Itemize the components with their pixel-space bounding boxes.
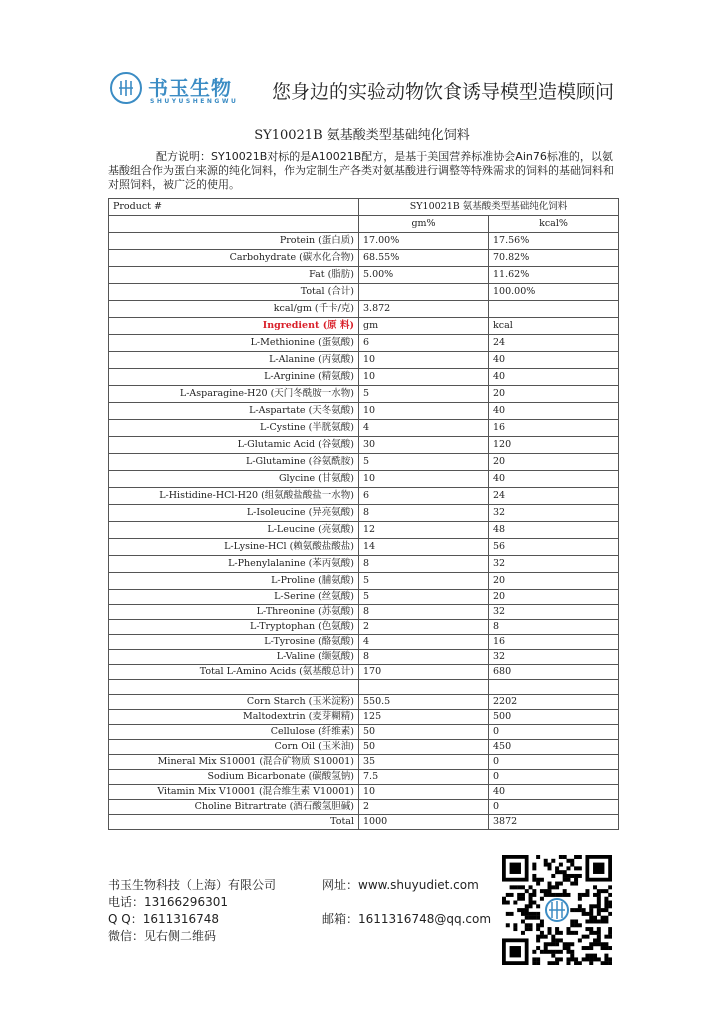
ingredient-name: L-Proline (脯氨酸) <box>109 573 359 590</box>
column-header-gm: gm <box>359 318 489 335</box>
ingredient-header: Ingredient (原 料) <box>109 318 359 335</box>
kcal-value: 40 <box>489 471 619 488</box>
table-row <box>109 403 619 420</box>
gm-value: 35 <box>359 755 489 770</box>
gm-value: 170 <box>359 665 489 680</box>
gm-value: 10 <box>359 352 489 369</box>
kcal-value: 11.62% <box>489 267 619 284</box>
empty-cell <box>489 680 619 695</box>
product-name: SY10021B 氨基酸类型基础纯化饲料 <box>359 199 619 216</box>
gm-value: 8 <box>359 605 489 620</box>
gm-value: 8 <box>359 650 489 665</box>
table-row <box>109 770 619 785</box>
kcal-value: 16 <box>489 635 619 650</box>
ingredient-name: Cellulose (纤维素) <box>109 725 359 740</box>
kcal-value: 20 <box>489 573 619 590</box>
ingredient-name: L-Isoleucine (异亮氨酸) <box>109 505 359 522</box>
company-name: 书玉生物科技（上海）有限公司 <box>108 878 277 892</box>
ingredient-name: L-Cystine (半胱氨酸) <box>109 420 359 437</box>
gm-value: 10 <box>359 369 489 386</box>
gm-value: 3.872 <box>359 301 489 318</box>
column-header-kcal: kcal <box>489 318 619 335</box>
wechat-qr-code-icon <box>502 855 612 965</box>
table-row <box>109 556 619 573</box>
ingredient-name: kcal/gm (千卡/克) <box>109 301 359 318</box>
kcal-value: 48 <box>489 522 619 539</box>
phone-number: 电话：13166296301 <box>108 895 228 909</box>
ingredient-name: L-Asparagine-H20 (天门冬酰胺一水物) <box>109 386 359 403</box>
ingredient-name: Corn Oil (玉米油) <box>109 740 359 755</box>
table-row <box>109 386 619 403</box>
kcal-value: 32 <box>489 505 619 522</box>
table-row <box>109 488 619 505</box>
table-row <box>109 620 619 635</box>
website-link[interactable]: 网址：www.shuyudiet.com <box>322 878 479 892</box>
kcal-value: 40 <box>489 369 619 386</box>
ingredient-name: Total (合计) <box>109 284 359 301</box>
ingredient-name: Corn Starch (玉米淀粉) <box>109 695 359 710</box>
gm-value: 50 <box>359 725 489 740</box>
ingredient-name: Total <box>109 815 359 830</box>
gm-value: 125 <box>359 710 489 725</box>
gm-value: 1000 <box>359 815 489 830</box>
table-row <box>109 369 619 386</box>
table-row <box>109 233 619 250</box>
ingredient-name: L-Threonine (苏氨酸) <box>109 605 359 620</box>
ingredient-name: Vitamin Mix V10001 (混合维生素 V10001) <box>109 785 359 800</box>
table-row <box>109 216 619 233</box>
table-row <box>109 420 619 437</box>
table-row <box>109 454 619 471</box>
logo-emblem-icon <box>110 72 142 104</box>
ingredient-name: L-Aspartate (天冬氨酸) <box>109 403 359 420</box>
formula-table <box>108 198 619 830</box>
kcal-value: 24 <box>489 488 619 505</box>
ingredient-name: L-Valine (缬氨酸) <box>109 650 359 665</box>
gm-value: 5 <box>359 454 489 471</box>
kcal-value: 56 <box>489 539 619 556</box>
ingredient-name: L-Arginine (精氨酸) <box>109 369 359 386</box>
table-row <box>109 755 619 770</box>
empty-cell <box>109 216 359 233</box>
kcal-value: 120 <box>489 437 619 454</box>
gm-value <box>359 284 489 301</box>
kcal-value: 450 <box>489 740 619 755</box>
logo-name: 书玉生物 <box>148 76 232 100</box>
gm-value: 8 <box>359 556 489 573</box>
gm-value: 5.00% <box>359 267 489 284</box>
gm-value: 10 <box>359 785 489 800</box>
table-row <box>109 710 619 725</box>
gm-value: 2 <box>359 800 489 815</box>
ingredient-name: L-Tyrosine (酪氨酸) <box>109 635 359 650</box>
kcal-value: 40 <box>489 403 619 420</box>
gm-value: 4 <box>359 635 489 650</box>
kcal-value: 100.00% <box>489 284 619 301</box>
kcal-value: 17.56% <box>489 233 619 250</box>
kcal-value: 40 <box>489 785 619 800</box>
ingredient-name: Glycine (甘氨酸) <box>109 471 359 488</box>
table-row <box>109 505 619 522</box>
table-row <box>109 318 619 335</box>
slogan: 您身边的实验动物饮食诱导模型造模顾问 <box>272 81 615 103</box>
kcal-value: 680 <box>489 665 619 680</box>
ingredient-name: Carbohydrate (碳水化合物) <box>109 250 359 267</box>
table-row <box>109 539 619 556</box>
formula-description: 配方说明：SY10021B对标的是A10021B配方，是基于美国营养标准协会Ain76标准的，以氨基酸组合作为蛋白来源的纯化饲料，作为定制生产各类对氨基酸进行调整等特殊需求的饲料的基础饲料和对照饲料，被广泛的使用。 <box>108 150 614 191</box>
empty-cell <box>109 680 359 695</box>
ingredient-name: Total L-Amino Acids (氨基酸总计) <box>109 665 359 680</box>
table-row <box>109 471 619 488</box>
gm-value: 50 <box>359 740 489 755</box>
ingredient-name: L-Phenylalanine (苯丙氨酸) <box>109 556 359 573</box>
gm-value: 8 <box>359 505 489 522</box>
column-header-kcal-pct: kcal% <box>489 216 619 233</box>
ingredient-name: L-Methionine (蛋氨酸) <box>109 335 359 352</box>
table-row <box>109 250 619 267</box>
gm-value: 6 <box>359 488 489 505</box>
table-row <box>109 199 619 216</box>
kcal-value: 32 <box>489 650 619 665</box>
table-row <box>109 680 619 695</box>
ingredient-name: Protein (蛋白质) <box>109 233 359 250</box>
table-row <box>109 725 619 740</box>
kcal-value: 0 <box>489 800 619 815</box>
ingredient-name: L-Tryptophan (色氨酸) <box>109 620 359 635</box>
empty-cell <box>359 680 489 695</box>
table-row <box>109 335 619 352</box>
kcal-value: 8 <box>489 620 619 635</box>
gm-value: 7.5 <box>359 770 489 785</box>
gm-value: 2 <box>359 620 489 635</box>
table-row <box>109 522 619 539</box>
ingredient-name: L-Serine (丝氨酸) <box>109 590 359 605</box>
table-row <box>109 301 619 318</box>
kcal-value: 2202 <box>489 695 619 710</box>
kcal-value: 20 <box>489 590 619 605</box>
gm-value: 5 <box>359 386 489 403</box>
gm-value: 5 <box>359 590 489 605</box>
formula-table-body <box>109 199 619 830</box>
column-header-gm-pct: gm% <box>359 216 489 233</box>
gm-value: 550.5 <box>359 695 489 710</box>
ingredient-name: Sodium Bicarbonate (碳酸氢钠) <box>109 770 359 785</box>
document-title: SY10021B 氨基酸类型基础纯化饲料 <box>254 128 470 143</box>
table-row <box>109 267 619 284</box>
gm-value: 5 <box>359 573 489 590</box>
table-row <box>109 284 619 301</box>
table-row <box>109 740 619 755</box>
table-row <box>109 665 619 680</box>
kcal-value: 32 <box>489 605 619 620</box>
kcal-value <box>489 301 619 318</box>
ingredient-name: L-Glutamine (谷氨酰胺) <box>109 454 359 471</box>
kcal-value: 0 <box>489 725 619 740</box>
ingredient-name: L-Histidine-HCl-H20 (组氨酸盐酸盐一水物) <box>109 488 359 505</box>
kcal-value: 16 <box>489 420 619 437</box>
ingredient-name: Choline Bitrartrate (酒石酸氢胆碱) <box>109 800 359 815</box>
kcal-value: 3872 <box>489 815 619 830</box>
ingredient-name: L-Leucine (亮氨酸) <box>109 522 359 539</box>
gm-value: 10 <box>359 403 489 420</box>
wechat-note: 微信：见右侧二维码 <box>108 929 217 943</box>
kcal-value: 32 <box>489 556 619 573</box>
logo-subtitle: SHUYUSHENGWU <box>150 98 239 105</box>
kcal-value: 0 <box>489 770 619 785</box>
ingredient-name: L-Lysine-HCl (赖氨酸盐酸盐) <box>109 539 359 556</box>
gm-value: 10 <box>359 471 489 488</box>
product-label: Product # <box>109 199 359 216</box>
table-row <box>109 590 619 605</box>
kcal-value: 24 <box>489 335 619 352</box>
gm-value: 68.55% <box>359 250 489 267</box>
ingredient-name: L-Glutamic Acid (谷氨酸) <box>109 437 359 454</box>
email-link[interactable]: 邮箱：1611316748@qq.com <box>322 912 492 926</box>
ingredient-name: Fat (脂肪) <box>109 267 359 284</box>
gm-value: 12 <box>359 522 489 539</box>
table-row <box>109 800 619 815</box>
gm-value: 6 <box>359 335 489 352</box>
table-row <box>109 695 619 710</box>
kcal-value: 40 <box>489 352 619 369</box>
company-logo <box>108 68 248 112</box>
kcal-value: 500 <box>489 710 619 725</box>
gm-value: 30 <box>359 437 489 454</box>
table-row <box>109 650 619 665</box>
table-row <box>109 352 619 369</box>
ingredient-name: Maltodextrin (麦芽糊精) <box>109 710 359 725</box>
table-row <box>109 635 619 650</box>
page-header <box>108 68 628 112</box>
gm-value: 17.00% <box>359 233 489 250</box>
table-row <box>109 573 619 590</box>
ingredient-name: L-Alanine (丙氨酸) <box>109 352 359 369</box>
table-row <box>109 785 619 800</box>
table-row <box>109 437 619 454</box>
gm-value: 4 <box>359 420 489 437</box>
kcal-value: 0 <box>489 755 619 770</box>
table-row <box>109 605 619 620</box>
ingredient-name: Mineral Mix S10001 (混合矿物质 S10001) <box>109 755 359 770</box>
table-row <box>109 815 619 830</box>
kcal-value: 20 <box>489 386 619 403</box>
kcal-value: 20 <box>489 454 619 471</box>
qq-number: Q Q：1611316748 <box>108 912 220 926</box>
kcal-value: 70.82% <box>489 250 619 267</box>
gm-value: 14 <box>359 539 489 556</box>
